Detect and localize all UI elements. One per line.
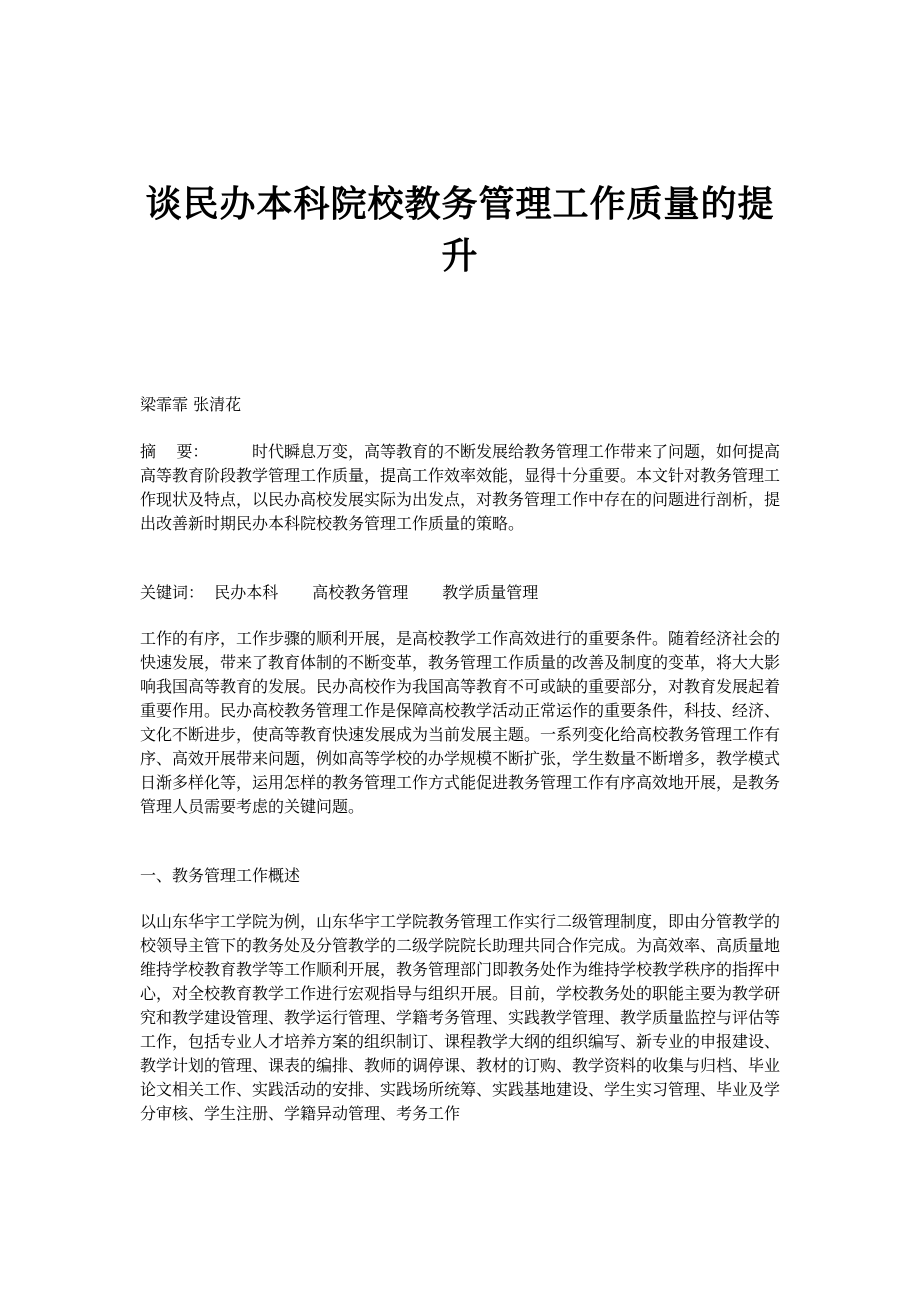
abstract-text: 时代瞬息万变，高等教育的不断发展给教务管理工作带来了问题，如何提高高等教育阶段教学管理工作质量，提高工作效率效能，显得十分重要。本文针对教务管理工作现状及特点，以民办高校发展实际为出发点，对教务管理工作中存在的问题进行剖析，提出改善新时期民办本科院校教务管理工作质量的策略。 [140,442,781,533]
keywords-label: 关键词： [140,583,205,602]
author-line: 梁霏霏 张清花 [140,395,242,414]
keyword-item: 教学质量管理 [442,583,539,602]
document-title: 谈民办本科院校教务管理工作质量的提升 [145,183,775,277]
abstract-label: 摘 要： [140,442,209,461]
body-paragraph: 以山东华宇工学院为例，山东华宇工学院教务管理工作实行二级管理制度，即由分管教学的校领导主管下的教务处及分管教学的二级学院院长助理共同合作完成。为高效率、高质量地维持学校教育教学等工作顺利开展，教务管理部门即教务处作为维持学校教学秩序的指挥中心，对全校教育教学工作进行宏观指导与组织开展。目前，学校教务处的职能主要为教学研究和教学建设管理、教学运行管理、学籍考务管理、实践教学管理、教学质量监控与评估等工作，包括专业人才培养方案的组织制订、课程教学大纲的组织编写、新专业的申报建设、教学计划的管理、课表的编排、教师的调停课、教材的订购、教学资料的收集与归档、毕业论文相关工作、实践活动的安排、实践场所统筹、实践基地建设、学生实习管理、毕业及学分审核、学生注册、学籍异动管理、考务工作 [140,912,781,1123]
keyword-item: 高校教务管理 [312,583,409,602]
keyword-item: 民办本科 [214,583,279,602]
abstract [140,440,780,536]
section-heading: 一、教务管理工作概述 [140,866,301,885]
intro-paragraph: 工作的有序，工作步骤的顺利开展，是高校教学工作高效进行的重要条件。随着经济社会的快速发展，带来了教育体制的不断变革，教务管理工作质量的改善及制度的变革，将大大影响我国高等教育的发展。民办高校作为我国高等教育不可或缺的重要部分，对教育发展起着重要作用。民办高校教务管理工作是保障高校教学活动正常运作的重要条件，科技、经济、文化不断进步，使高等教育快速发展成为当前发展主题。一系列变化给高校教务管理工作有序、高效开展带来问题，例如高等学校的办学规模不断扩张，学生数量不断增多，教学模式日渐多样化等，运用怎样的教务管理工作方式能促进教务管理工作有序高效地开展，是教务管理人员需要考虑的关键问题。 [140,629,781,816]
keywords [140,581,538,605]
